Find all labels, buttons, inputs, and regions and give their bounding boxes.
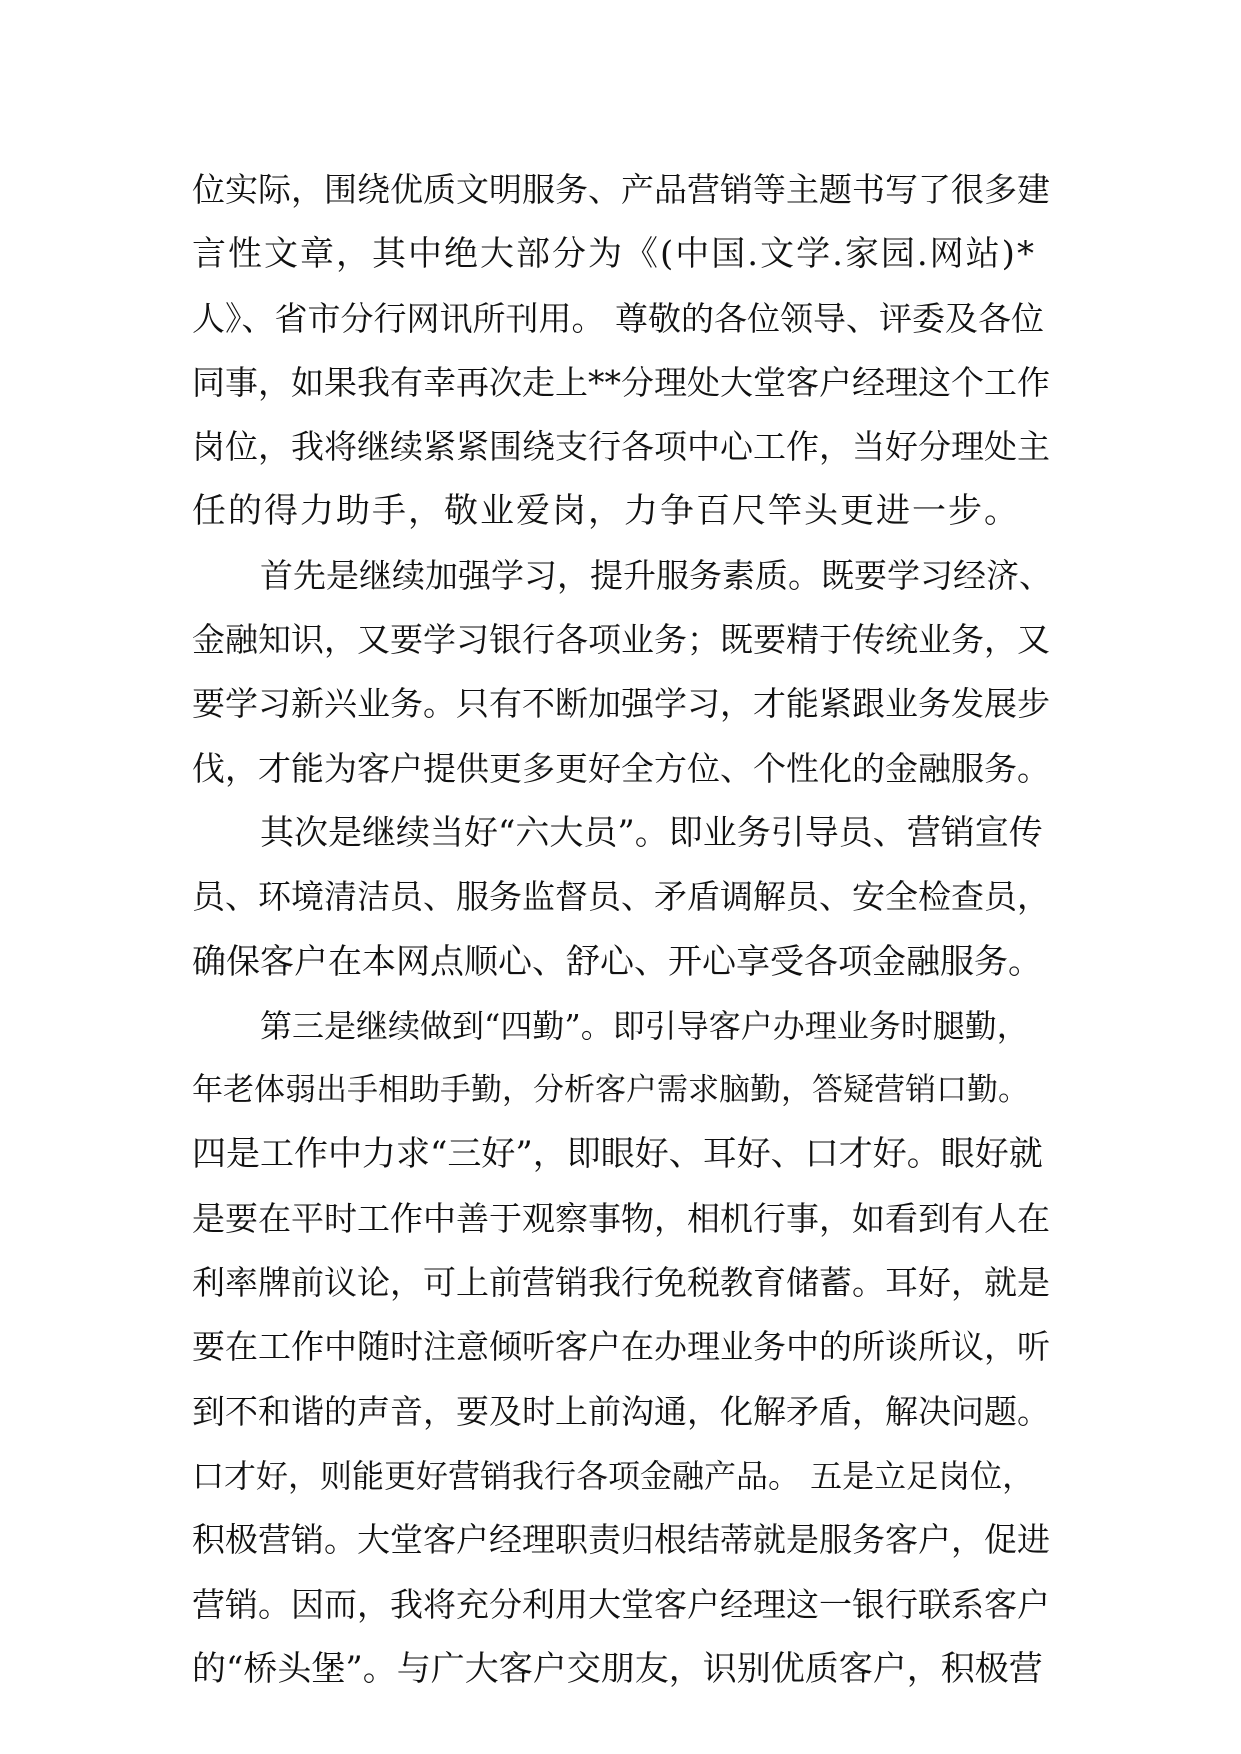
text-line: 员、环境清洁员、服务监督员、矛盾调解员、安全检查员，	[192, 877, 1050, 917]
text-line: 第三是继续做到“四勤”。即引导客户办理业务时腿勤，	[260, 1006, 1029, 1045]
text-line: 营销。因而，我将充分利用大堂客户经理这一银行联系客户	[192, 1584, 1050, 1624]
text-line: 到不和谐的声音，要及时上前沟通，化解矛盾，解决问题。	[192, 1391, 1050, 1431]
text-line: 伐，才能为客户提供更多更好全方位、个性化的金融服务。	[192, 748, 1050, 788]
document-body	[192, 158, 1052, 1701]
text-line: 要学习新兴业务。只有不断加强学习，才能紧跟业务发展步	[192, 684, 1050, 724]
text-line: 口才好，则能更好营销我行各项金融产品。 五是立足岗位，	[192, 1456, 1035, 1495]
text-line: 年老体弱出手相助手勤，分析客户需求脑勤，答疑营销口勤。	[192, 1072, 1029, 1109]
text-line: 金融知识，又要学习银行各项业务；既要精于传统业务，又	[192, 620, 1050, 660]
text-line: 四是工作中力求“三好”，即眼好、耳好、口才好。眼好就	[192, 1134, 1043, 1175]
text-line: 首先是继续加强学习，提升服务素质。既要学习经济、	[260, 555, 1052, 595]
text-line: 言性文章，其中绝大部分为《(中国.文学.家园.网站)*	[192, 234, 1036, 275]
text-line: 利率牌前议论，可上前营销我行免税教育储蓄。耳好，就是	[192, 1263, 1050, 1303]
text-line: 任的得力助手，敬业爱岗，力争百尺竿头更进一步。	[192, 491, 1020, 532]
text-line: 积极营销。大堂客户经理职责归根结蒂就是服务客户，促进	[192, 1520, 1050, 1560]
text-line: 要在工作中随时注意倾听客户在办理业务中的所谈所议，听	[192, 1327, 1050, 1367]
text-line: 位实际，围绕优质文明服务、产品营销等主题书写了很多建	[192, 170, 1050, 209]
text-line: 确保客户在本网点顺心、舒心、开心享受各项金融服务。	[192, 941, 1042, 982]
text-line: 其次是继续当好“六大员”。即业务引导员、营销宣传	[260, 812, 1043, 853]
text-line: 同事，如果我有幸再次走上**分理处大堂客户经理这个工作	[192, 362, 1050, 402]
text-line: 是要在平时工作中善于观察事物，相机行事，如看到有人在	[192, 1198, 1050, 1238]
text-line: 的“桥头堡”。与广大客户交朋友，识别优质客户，积极营	[192, 1648, 1043, 1689]
text-line: 岗位，我将继续紧紧围绕支行各项中心工作，当好分理处主	[192, 427, 1050, 467]
text-line: 人》、省市分行网讯所刊用。 尊敬的各位领导、评委及各位	[192, 298, 1044, 338]
